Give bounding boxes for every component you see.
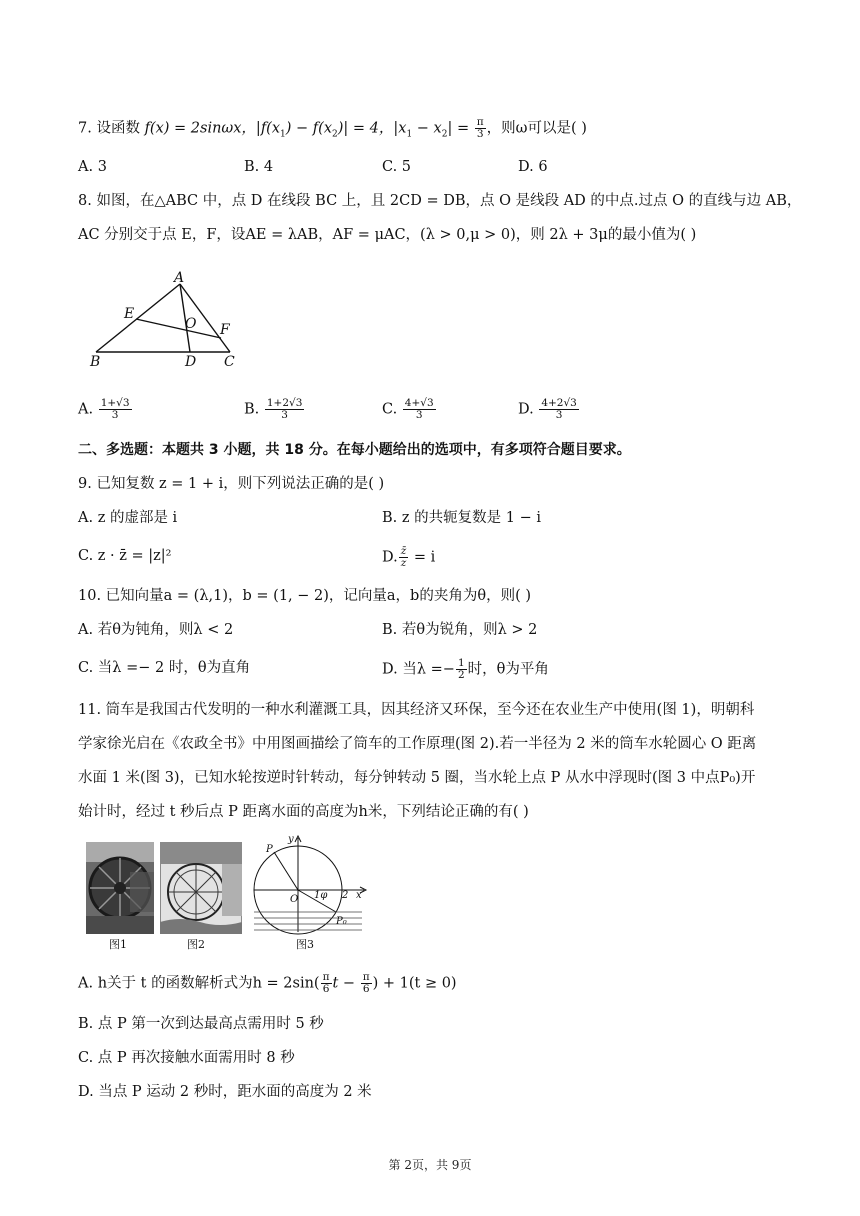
engraving-illustration <box>160 842 242 934</box>
fig3-label-p0: P₀ <box>336 916 347 927</box>
label-f: F <box>220 322 230 338</box>
fig3-label-two: 2 <box>342 890 349 901</box>
fig3-label-phi: 1φ <box>314 890 328 901</box>
q9-option-c: C. z · z̄ = |z|² <box>78 548 172 564</box>
section-heading: 二、多选题：本题共 3 小题，共 18 分。在每小题给出的选项中，有多项符合题目要求。 <box>78 442 631 458</box>
q8-stem-line1: 8. 如图，在△ABC 中，点 D 在线段 BC 上，且 2CD = DB，点 O 是线段 AD 的中点.过点 O 的直线与边 AB， <box>78 193 802 209</box>
q7-option-c: C. 5 <box>382 159 412 175</box>
q11-line2: 学家徐光启在《农政全书》中用图画描绘了筒车的工作原理(图 2).若一半径为 2 米的筒车水轮圆心 O 距离 <box>78 736 757 752</box>
fig3-label-o: O <box>290 894 299 905</box>
q11-line3: 水面 1 米(图 3)，已知水轮按逆时针转动，每分钟转动 5 圈，当水轮上点 P 从水中浮现时(图 3 中点P₀)开 <box>78 770 756 786</box>
fig2-caption: 图2 <box>187 938 205 951</box>
fig1-caption: 图1 <box>109 938 127 951</box>
q10-option-d: D. 当λ =− $\frac{1}{2}$ 时，θ为平角 <box>382 657 549 681</box>
q8-option-d: D. $\frac{4+2√3}{3}$ <box>518 397 577 421</box>
label-o: O <box>185 316 197 332</box>
q8-option-c: C. $\frac{4+√3}{3}$ <box>382 397 434 421</box>
fig3-caption: 图3 <box>296 938 314 951</box>
page-footer: 第 2页，共 9页 <box>388 1158 472 1172</box>
label-c: C <box>224 354 235 370</box>
q11-option-a: A. h关于 t 的函数解析式为h = 2sin( $\frac{\pi}{6}$ t − $\frac{\pi}{6}$ ) + 1(t ≥ 0) <box>78 971 457 995</box>
q7-option-b: B. 4 <box>244 159 274 175</box>
q10-option-c: C. 当λ =− 2 时，θ为直角 <box>78 660 251 676</box>
q7-option-d: D. 6 <box>518 159 548 175</box>
q9-option-b: B. z 的共轭复数是 1 − i <box>382 510 541 526</box>
q11-option-d: D. 当点 P 运动 2 秒时，距水面的高度为 2 米 <box>78 1084 372 1100</box>
q10-option-b: B. 若θ为锐角，则λ > 2 <box>382 622 538 638</box>
q8-option-b: B. $\frac{1+2√3}{3}$ <box>244 397 303 421</box>
label-a: A <box>174 270 185 286</box>
q8-option-a: A. $\frac{1+√3}{3}$ <box>78 397 130 421</box>
q7-option-a: A. 3 <box>78 159 107 175</box>
wheel-diagram <box>250 832 370 936</box>
fig3-label-x: x <box>356 890 362 901</box>
q7-fraction: $\frac{\pi}{3}$ <box>476 116 484 140</box>
waterwheel-photo <box>86 842 154 934</box>
q10-stem: 10. 已知向量a = (λ,1)，b = (1, − 2)，记向量a，b的夹角为θ，则( ) <box>78 588 531 604</box>
fig3-label-p: P <box>266 844 273 855</box>
label-d: D <box>185 354 197 370</box>
q11-line1: 11. 筒车是我国古代发明的一种水利灌溉工具，因其经济又环保，至今还在农业生产中使用(图 1)，明朝科 <box>78 702 755 718</box>
q11-option-b: B. 点 P 第一次到达最高点需用时 5 秒 <box>78 1016 324 1032</box>
q11-option-c: C. 点 P 再次接触水面需用时 8 秒 <box>78 1050 295 1066</box>
q9-option-d: D. $\frac{z̄}{z}$ = i <box>382 545 436 569</box>
label-e: E <box>124 306 135 322</box>
q11-line4: 始计时，经过 t 秒后点 P 距离水面的高度为h米，下列结论正确的有( ) <box>78 804 529 820</box>
q9-option-a: A. z 的虚部是 i <box>78 510 178 526</box>
q8-stem-line2: AC 分别交于点 E，F，设AE = λAB，AF = μAC，(λ > 0,μ > 0)，则 2λ + 3μ的最小值为( ) <box>78 227 697 243</box>
q7-stem: 7. 设函数 f(x) = 2sinωx，$|f(x_1) - f(x_2)| = 4$，$|x_1 - x_2|$ = $\frac{\pi}{3}$ ，则ω可以是( ) <box>78 116 587 140</box>
q9-stem: 9. 已知复数 z = 1 + i，则下列说法正确的是( ) <box>78 476 385 492</box>
fig3-label-y: y <box>288 834 294 845</box>
triangle-figure <box>86 270 246 370</box>
q10-option-a: A. 若θ为钝角，则λ < 2 <box>78 622 234 638</box>
label-b: B <box>90 354 101 370</box>
